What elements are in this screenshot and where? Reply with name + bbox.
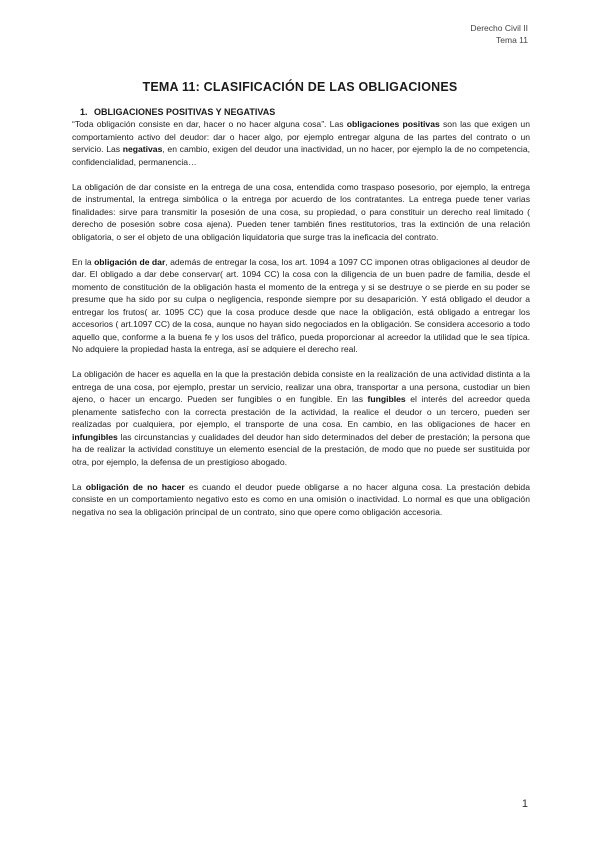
page-number: 1 [521, 798, 528, 810]
section-number: 1. [80, 107, 88, 117]
running-header [470, 22, 528, 46]
text-run: La obligación de dar consiste en la entrega de una cosa, entendida como traspaso posesorio, por ejemplo, la entrega de instrumental, la entrega simbólica o la entrega por acuerdo de los contratantes. La entrega puede tener varias finalidades: sirve para transmitir la posesión de una cosa, su propiedad, o para constituir un derecho real limitado ( derecho de posesión sobre cosa ajena). Pueden tener también fines restitutorios, tras la extinción de una relación obligatoria, o ser el objeto de una obligación liquidatoria que surge tras la ineficacia del contrato. [72, 181, 530, 242]
body-paragraph [72, 256, 530, 356]
body-paragraph [72, 368, 530, 468]
bold-term: infungibles [72, 431, 118, 442]
text-run: , además de entregar la cosa, los art. 1094 a 1097 CC imponen otras obligaciones al deudor de dar. El obligado a dar debe conservar( art. 1094 CC) la cosa con la diligencia de un buen padre de familia, desde el momento de constitución de la obligación hasta el momento de la entrega y si se destruye o se pierde en su poder se presume que ha sido por su culpa o negligencia, responde siempre por su desaparición. Y está obligado el deudor a entregar los frutos( ar. 1095 CC) que la cosa produce desde que nace la obligación, está obligado a entregar los accesorios ( art.1097 CC) de la cosa, aunque no hayan sido negociados en la obligación. Se considera accesorio a todo aquello que, conforme a la buena fe y los usos del tráfico, pueda proporcionar al acreedor la utilidad que le sea típica. No adquiere la propiedad hasta la entrega, así se adquiere el derecho real. [72, 256, 530, 354]
text-run: La obligación de hacer es aquella en la que la prestación debida consiste en la realización de una actividad distinta a la entrega de una cosa, por ejemplo, prestar un servicio, realizar una obra, transportar a una persona, custodiar un bien ajeno, o hacer un encargo. Pueden ser fungibles o en fungible. En las [72, 369, 530, 404]
text-run: “Toda obligación consiste en dar, hacer o no hacer alguna cosa”. Las [72, 119, 347, 129]
body-paragraph [72, 118, 530, 168]
document-title: TEMA 11: CLASIFICACIÓN DE LAS OBLIGACIONES [142, 80, 458, 94]
bold-term: negativas [122, 144, 163, 154]
text-run: el interés del acreedor queda plenamente satisfecho con la correcta prestación de la actividad, la realice el deudor o un tercero, pueden ser realizadas por cualquiera, por ejemplo, el transporte de una cosa. En cambio, en las obligaciones de hacer en [72, 394, 530, 429]
bold-term: obligaciones positivas [346, 119, 440, 129]
text-run: es cuando el deudor puede obligarse a no hacer alguna cosa. La prestación debida consiste en un comportamiento negativo esto es como en una omisión o inactividad. Lo normal es que una obligación negativa no sea la obligación principal de un contrato, sino que opere como obligación accesoria. [72, 481, 530, 517]
text-run: , en cambio, exigen del deudor una inactividad, un no hacer, por ejemplo la de no competencia, confidencialidad, permanencia… [72, 144, 530, 167]
text-run: La [72, 481, 86, 492]
header-course: Derecho Civil II [470, 23, 528, 33]
text-run: son las que exigen un comportamiento activo del deudor: dar o hacer algo, por ejemplo entregar alguna de las partes del contrato o un servicio. Las [72, 119, 530, 154]
section-heading [80, 107, 530, 117]
bold-term: fungibles [367, 394, 406, 404]
body-paragraph [72, 181, 530, 244]
bold-term: obligación de dar [94, 256, 166, 267]
paragraph-list [72, 118, 530, 518]
bold-term: obligación de no hacer [85, 481, 185, 492]
header-topic: Tema 11 [496, 35, 528, 45]
text-run: las circunstancias y cualidades del deudor han sido determinados del deber de prestación; la persona que ha de realizar la actividad constituye un elemento esencial de la prestación, de modo que no puede ser sustituida por otra, por ejemplo, la defensa de un prestigioso abogado. [72, 431, 530, 467]
text-run: En la [72, 256, 95, 267]
body-paragraph [72, 481, 530, 519]
section-heading-text: OBLIGACIONES POSITIVAS Y NEGATIVAS [94, 107, 276, 117]
document-body [72, 107, 530, 531]
